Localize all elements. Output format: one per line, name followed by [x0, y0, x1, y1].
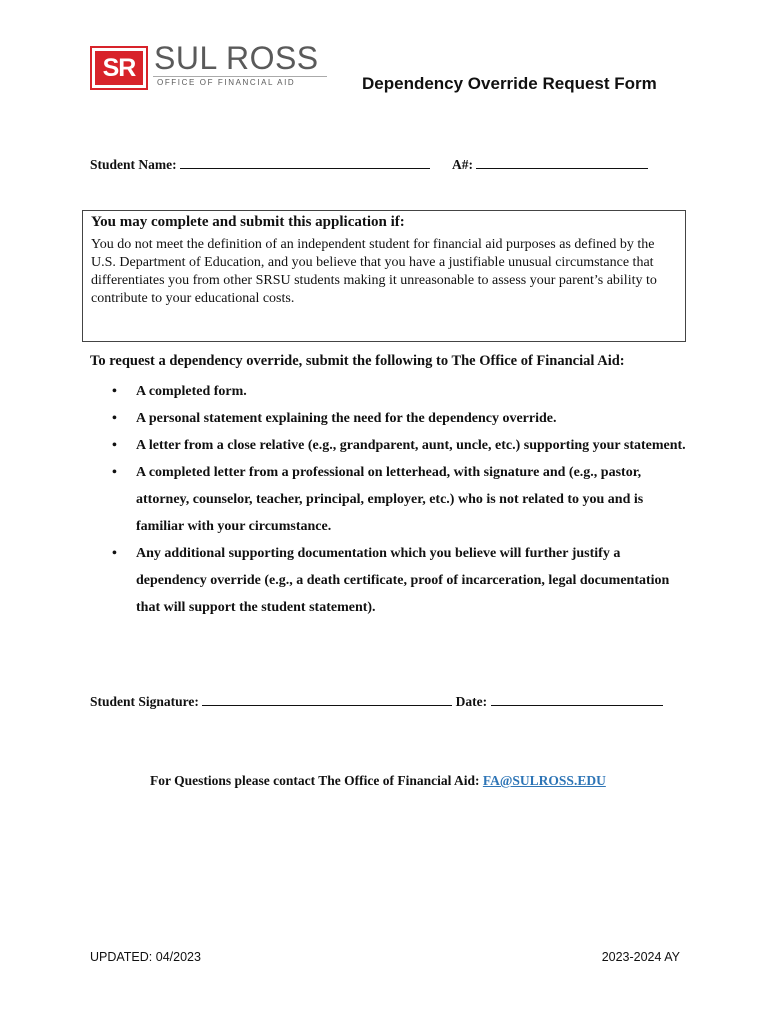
- a-number-field[interactable]: [452, 156, 648, 173]
- email-link[interactable]: FA@SULROSS.EDU: [482, 773, 606, 788]
- list-item: [90, 459, 690, 540]
- contact-line: [150, 773, 606, 789]
- contact-text: For Questions please contact The Office of Financial Aid:: [150, 773, 480, 788]
- list-item: [90, 432, 690, 459]
- student-name-blank[interactable]: [180, 156, 430, 169]
- bullet-icon: •: [112, 465, 117, 480]
- bullet-icon: •: [112, 546, 117, 561]
- form-title: Dependency Override Request Form: [362, 74, 657, 93]
- date-blank[interactable]: [491, 693, 663, 706]
- logo-office-name: OFFICE OF FINANCIAL AID: [157, 78, 296, 87]
- academic-year: 2023-2024 AY: [601, 950, 680, 964]
- logo-divider: [153, 76, 327, 77]
- list-item: [90, 378, 690, 405]
- list-item-text: Any additional supporting documentation which you believe will further justify a dependency override (e.g., a death certificate, proof of incarceration, legal documentation that will support the student statement).: [136, 546, 670, 615]
- logo-university-name: SUL ROSS: [154, 40, 319, 76]
- eligibility-body: You do not meet the definition of an independent student for financial aid purposes as defined by the U.S. Department of Education, and you believe that you have a justifiable unusual circumstance that differentiates you from other SRSU students making it unreasonable to assess your parent’s ability to contribute to your educational costs.: [91, 237, 657, 306]
- eligibility-box: [82, 210, 686, 342]
- list-item-text: A letter from a close relative (e.g., grandparent, aunt, uncle, etc.) supporting your statement.: [136, 438, 686, 453]
- list-item-text: A personal statement explaining the need for the dependency override.: [136, 411, 557, 426]
- student-name-label: Student Name:: [90, 157, 177, 172]
- date-label: Date:: [455, 694, 488, 709]
- updated-date: UPDATED: 04/2023: [90, 950, 201, 964]
- student-name-field[interactable]: [90, 156, 430, 173]
- eligibility-title: You may complete and submit this application if:: [91, 214, 405, 230]
- list-item-text: A completed form.: [136, 384, 247, 399]
- list-item-text: A completed letter from a professional on letterhead, with signature and (e.g., pastor, attorney, counselor, teacher, principal, employer, etc.) who is not related to you and is familiar with your circumstance.: [136, 465, 644, 534]
- list-item: [90, 540, 690, 621]
- requirements-list: [90, 378, 690, 621]
- a-number-blank[interactable]: [476, 156, 648, 169]
- student-signature-blank[interactable]: [202, 693, 452, 706]
- logo-sr-mark: [90, 46, 148, 90]
- student-signature-label: Student Signature:: [90, 694, 199, 709]
- signature-row: [90, 693, 663, 710]
- bullet-icon: •: [112, 384, 117, 399]
- request-heading: To request a dependency override, submit the following to The Office of Financial Aid:: [90, 353, 625, 369]
- list-item: [90, 405, 690, 432]
- bullet-icon: •: [112, 438, 117, 453]
- a-number-label: A#:: [452, 157, 473, 172]
- logo-sr-text: SR: [95, 51, 143, 85]
- bullet-icon: •: [112, 411, 117, 426]
